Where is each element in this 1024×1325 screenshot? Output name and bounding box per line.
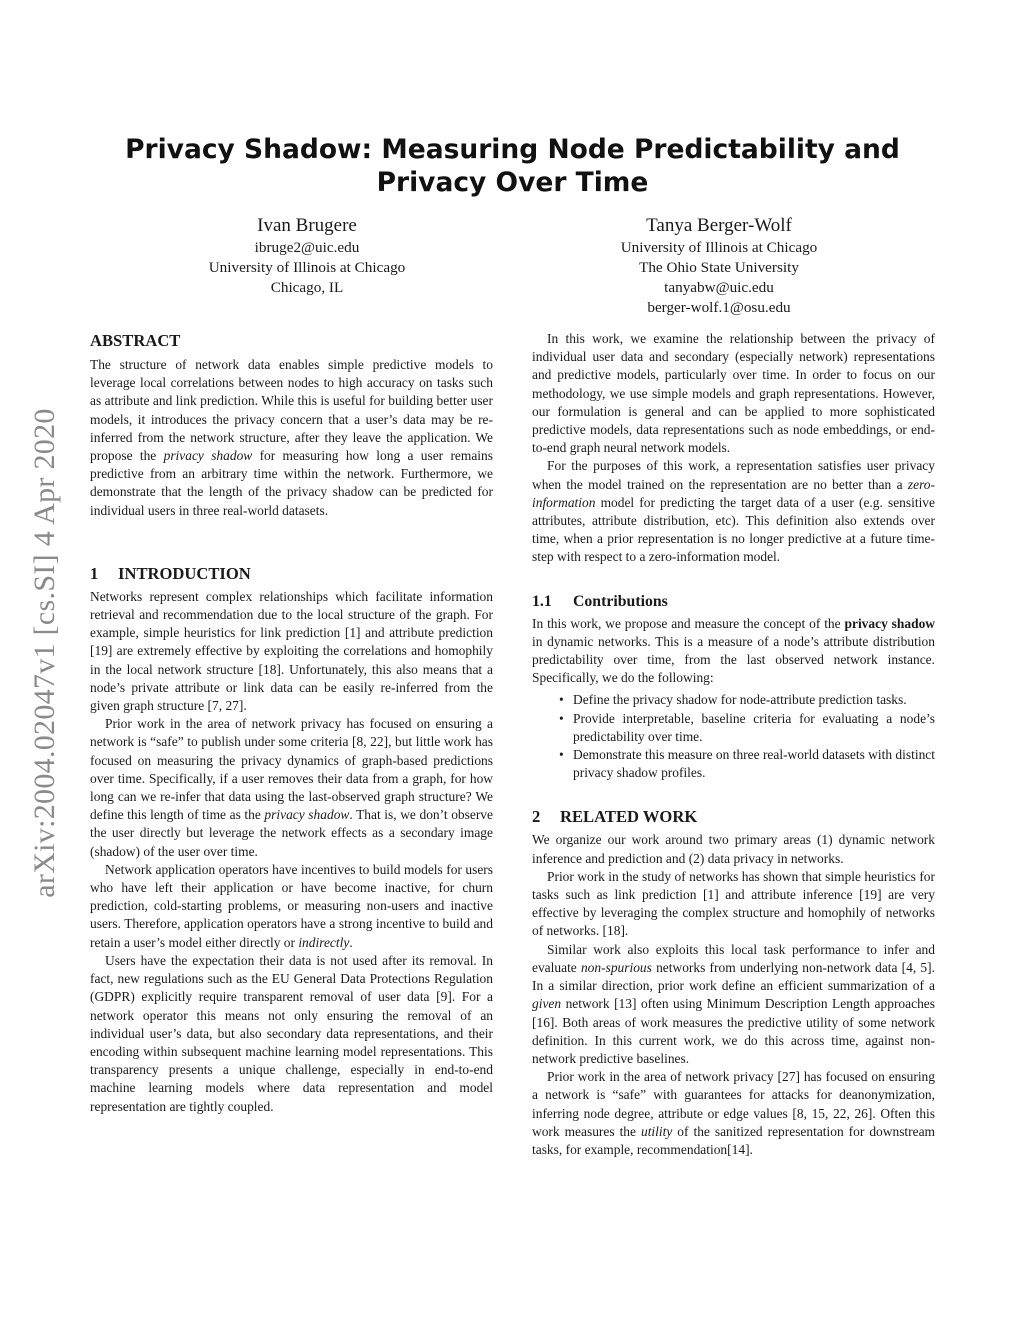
related-paragraph: Similar work also exploits this local task performance to infer and evaluate non-spurious networks from underlying non-network data [4, 5]. In a similar direction, prior work define an efficient summarization of a given network [13] often using Minimum Description Length approaches [16]. Both areas of work measures the predictive utility of some network definition. In this current work, we do this across time, against non-network predictive baselines. (532, 941, 935, 1066)
section-heading-related-work: 2 RELATED WORK (532, 807, 698, 827)
intro-paragraph: Prior work in the area of network privacy has focused on ensuring a network is “safe” to publish under some criteria [8, 22], but little work has focused on measuring the privacy dynamics of graph-based predictions over time. Specifically, if a user removes their data from a graph, for how long can we re-infer that data using the last-observed graph structure? We define this length of time as the privacy shadow. That is, we don’t observe the user directly but leverage the network effects as a secondary image (shadow) of the user over time. (90, 716, 493, 859)
list-item: • Provide interpretable, baseline criteria for evaluating a node’s predictability over time. (559, 710, 935, 744)
contributions-list (532, 691, 935, 782)
list-item: • Define the privacy shadow for node-attribute prediction tasks. (559, 692, 907, 708)
author-affiliation: The Ohio State University (639, 259, 799, 276)
contrib-paragraph: In this work, we propose and measure the concept of the privacy shadow in dynamic networks. This is a measure of a node’s attribute distribution predictability over time, from the last observed network instance. Specifically, we do the following: (532, 615, 935, 686)
arxiv-stamp (27, 375, 63, 930)
related-paragraph: Prior work in the study of networks has shown that simple heuristics for tasks such as link prediction [1] and attribute inference [19] are very effective by leveraging the complex structure and homophily of networks of networks. [18]. (532, 868, 935, 939)
section-heading-contributions: 1.1 Contributions (532, 592, 668, 610)
related-paragraph: Prior work in the area of network privacy [27] has focused on ensuring a network is “safe” with guarantees for attacks for deanonymization, inferring node degree, attribute or edge values [8, 15, 22, 26]. Often this work measures the utility of the sanitized representation for downstream tasks, for example, recommendation[14]. (532, 1069, 936, 1157)
intro-paragraph: Users have the expectation their data is not used after its removal. In fact, new regulations such as the EU General Data Protections Regulation (GDPR) explicitly require transparent removal of user data [9]. For a network operator this means not only ensuring the removal of an individual user’s data, but also secondary data representations, and their encoding within subsequent machine learning model representations. This transparency presents a unique challenge, especially in end-to-end machine learning models where data representation and model representation are tightly coupled. (90, 952, 493, 1114)
left-column (90, 330, 493, 1116)
related-paragraph: We organize our work around two primary areas (1) dynamic network inference and prediction and (2) data privacy in networks. (532, 832, 935, 866)
section-heading-introduction: 1 INTRODUCTION (90, 563, 251, 583)
author-name: Tanya Berger-Wolf (646, 215, 792, 236)
abstract-text: The structure of network data enables simple predictive models to leverage local correlations between nodes to high accuracy on tasks such as attribute and link prediction. While this is useful for building better user models, it introduces the privacy concern that a user’s data may be re-inferred from the network structure, after they leave the application. We propose the privacy shadow for measuring how long a user remains predictive from an arbitrary time within the network. Furthermore, we demonstrate that the length of the privacy shadow can be predicted for individual users in three real-world datasets. (90, 357, 493, 518)
paper-title: Privacy Shadow: Measuring Node Predictability and Privacy Over Time (125, 134, 900, 198)
abstract-heading: ABSTRACT (90, 331, 181, 350)
author-location: Chicago, IL (270, 279, 344, 296)
author-email: berger-wolf.1@osu.edu (647, 299, 791, 316)
author-email: ibruge2@uic.edu (254, 239, 360, 256)
intro-paragraph: Network application operators have incentives to build models for users who have left their application or have become inactive, for churn prediction, cold-starting problems, or measuring non-users and inactive users. Therefore, application operators have a strong incentive to build and retain a user’s model either directly or indirectly. (90, 861, 493, 950)
author-affiliation: University of Illinois at Chicago (620, 239, 818, 256)
arxiv-id: arXiv:2004.02047v1 [cs.SI] 4 Apr 2020 (28, 407, 61, 898)
author-name: Ivan Brugere (257, 215, 357, 236)
intro-paragraph: Networks represent complex relationships which facilitate information retrieval and recommendation due to the local structure of the graph. For example, simple heuristics for link prediction [1] and attribute prediction [19] are extremely effective by exploiting the correlations and homophily in the local network structure [18]. Unfortunately, this also means that a node’s private attribute or link data can be easily re-inferred from the given graph structure [7, 27]. (90, 588, 493, 714)
author-email: tanyabw@uic.edu (664, 279, 774, 296)
author-affiliation: University of Illinois at Chicago (208, 259, 406, 276)
author-block-1 (157, 214, 457, 298)
list-item: • Demonstrate this measure on three real-world datasets with distinct privacy shadow profiles. (559, 747, 935, 781)
body-paragraph: In this work, we examine the relationship between the privacy of individual user data and secondary (especially network) representations and predictive models, particularly over time. In order to focus on our methodology, we use simple models and graph representations. However, our formulation is general and can be applied to more sophisticated predictive models, data representations such as node embeddings, or end-to-end graph neural network models. (532, 331, 935, 456)
author-block-2 (569, 214, 869, 318)
body-paragraph: For the purposes of this work, a representation satisfies user privacy when the model trained on the representation are no better than a zero-information model for predicting the target data of a user (e.g. sensitive attributes, attribute distribution, etc). This definition also extends over time, when a prior representation is no longer predictive at a future time-step with respect to a zero-information model. (532, 458, 935, 565)
right-column (532, 330, 935, 1159)
